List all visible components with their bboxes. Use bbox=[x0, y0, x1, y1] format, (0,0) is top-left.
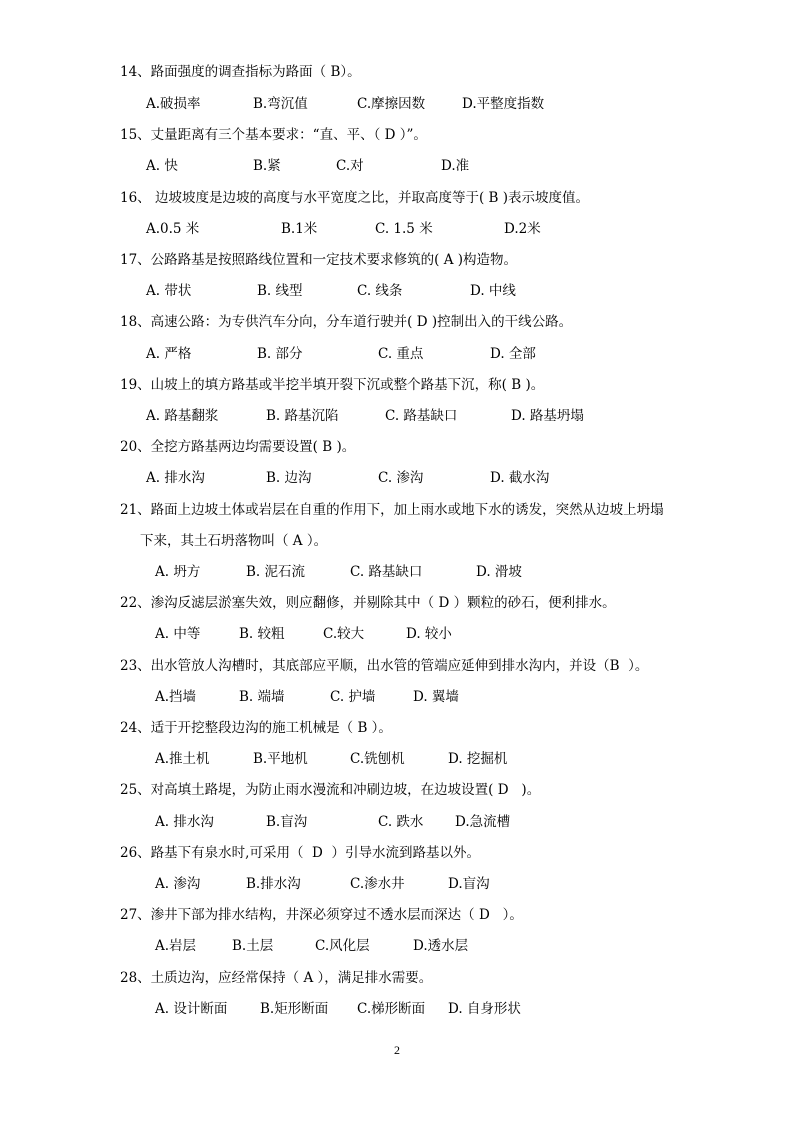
question-28-option-b: B.矩形断面 bbox=[260, 1001, 329, 1017]
question-21-option-d: D. 滑坡 bbox=[476, 564, 522, 580]
question-23-option-c: C. 护墙 bbox=[330, 689, 376, 705]
question-23-option-d: D. 翼墙 bbox=[413, 689, 459, 705]
question-19-option-d: D. 路基坍塌 bbox=[511, 408, 584, 424]
question-26-option-d: D.盲沟 bbox=[448, 876, 490, 892]
question-19-option-c: C. 路基缺口 bbox=[385, 408, 458, 424]
question-26-option-b: B.排水沟 bbox=[246, 876, 301, 892]
page-number: 2 bbox=[394, 1043, 400, 1057]
question-16-option-d: D.2米 bbox=[504, 221, 541, 237]
question-24-option-a: A.推土机 bbox=[155, 751, 210, 767]
question-15-option-a: A. 快 bbox=[146, 158, 178, 174]
question-23-option-a: A.挡墙 bbox=[155, 689, 197, 705]
question-14-option-c: C.摩擦因数 bbox=[357, 96, 426, 112]
question-15-option-b: B.紧 bbox=[253, 158, 281, 174]
question-28-stem: 28、土质边沟，应经常保持（ A ），满足排水需要。 bbox=[120, 970, 433, 986]
question-14-option-b: B.弯沉值 bbox=[253, 96, 308, 112]
question-25-option-a: A. 排水沟 bbox=[155, 814, 214, 830]
question-14-option-a: A.破损率 bbox=[146, 96, 201, 112]
question-23-stem: 23、出水管放人沟槽时，其底部应平顺，出水管的管端应延伸到排水沟内，并设（B ）。 bbox=[120, 658, 649, 674]
question-21-option-a: A. 坍方 bbox=[155, 564, 201, 580]
question-28-option-c: C.梯形断面 bbox=[357, 1001, 426, 1017]
question-17-option-b: B. 线型 bbox=[257, 283, 303, 299]
question-15-option-d: D.准 bbox=[441, 158, 470, 174]
question-16-option-c: C. 1.5 米 bbox=[375, 221, 433, 237]
question-18-stem: 18、高速公路：为专供汽车分向，分车道行驶并( D )控制出入的干线公路。 bbox=[120, 314, 573, 330]
question-15-option-c: C.对 bbox=[336, 158, 364, 174]
question-19-option-b: B. 路基沉陷 bbox=[266, 408, 339, 424]
question-18-option-d: D. 全部 bbox=[490, 346, 536, 362]
question-18-option-a: A. 严格 bbox=[146, 346, 192, 362]
question-24-stem: 24、适于开挖整段边沟的施工机械是（ B ）。 bbox=[120, 720, 392, 736]
question-23-option-b: B. 端墙 bbox=[239, 689, 285, 705]
question-26-stem: 26、路基下有泉水时,可采用（ D ）引导水流到路基以外。 bbox=[120, 845, 480, 861]
question-15-stem: 15、丈量距离有三个基本要求：“直、平、（ D ）”。 bbox=[120, 127, 427, 143]
question-27-option-b: B.土层 bbox=[232, 938, 274, 954]
question-27-option-a: A.岩层 bbox=[155, 938, 197, 954]
question-21-option-b: B. 泥石流 bbox=[246, 564, 306, 580]
question-19-stem: 19、山坡上的填方路基或半挖半填开裂下沉或整个路基下沉，称( B )。 bbox=[120, 377, 545, 393]
question-26-option-a: A. 渗沟 bbox=[155, 876, 201, 892]
question-14-option-d: D.平整度指数 bbox=[462, 96, 545, 112]
question-18-option-b: B. 部分 bbox=[257, 346, 303, 362]
question-14-stem: 14、路面强度的调查指标为路面（ B）。 bbox=[120, 64, 361, 80]
question-21-stem: 21、路面上边坡土体或岩层在自重的作用下，加上雨水或地下水的诱发，突然从边坡上坍塌 bbox=[120, 502, 664, 518]
question-21-option-c: C. 路基缺口 bbox=[350, 564, 423, 580]
question-27-stem: 27、渗井下部为排水结构，井深必须穿过不透水层而深达（ D ）。 bbox=[120, 907, 523, 923]
question-28-option-d: D. 自身形状 bbox=[448, 1001, 521, 1017]
question-25-option-c: C. 跌水 bbox=[378, 814, 424, 830]
question-24-option-d: D. 挖掘机 bbox=[448, 751, 508, 767]
question-17-stem: 17、公路路基是按照路线位置和一定技术要求修筑的( A )构造物。 bbox=[120, 252, 518, 268]
question-22-option-b: B. 较粗 bbox=[239, 626, 285, 642]
question-22-option-c: C.较大 bbox=[323, 626, 365, 642]
question-17-option-d: D. 中线 bbox=[470, 283, 516, 299]
question-20-option-d: D. 截水沟 bbox=[490, 470, 550, 486]
question-24-option-b: B.平地机 bbox=[253, 751, 308, 767]
question-21-stem-continued: 下来，其土石坍落物叫（ A ）。 bbox=[140, 533, 328, 549]
question-16-stem: 16、 边坡坡度是边坡的高度与水平宽度之比，并取高度等于( B )表示坡度值。 bbox=[120, 190, 590, 206]
question-28-option-a: A. 设计断面 bbox=[155, 1001, 228, 1017]
question-20-stem: 20、全挖方路基两边均需要设置( B )。 bbox=[120, 439, 356, 455]
question-26-option-c: C.渗水井 bbox=[350, 876, 405, 892]
question-27-option-d: D.透水层 bbox=[413, 938, 469, 954]
question-27-option-c: C.风化层 bbox=[315, 938, 370, 954]
question-17-option-a: A. 带状 bbox=[146, 283, 192, 299]
question-25-stem: 25、对高填土路堤，为防止雨水漫流和冲刷边坡，在边坡设置( D )。 bbox=[120, 782, 541, 798]
question-17-option-c: C. 线条 bbox=[357, 283, 403, 299]
question-24-option-c: C.铣刨机 bbox=[350, 751, 405, 767]
question-25-option-d: D.急流槽 bbox=[455, 814, 511, 830]
question-25-option-b: B.盲沟 bbox=[266, 814, 308, 830]
question-20-option-a: A. 排水沟 bbox=[146, 470, 205, 486]
question-22-option-a: A. 中等 bbox=[155, 626, 201, 642]
question-18-option-c: C. 重点 bbox=[378, 346, 424, 362]
question-22-stem: 22、渗沟反滤层淤塞失效，则应翻修，并剔除其中（ D ）颗粒的砂石，便利排水。 bbox=[120, 595, 616, 611]
question-16-option-a: A.0.5 米 bbox=[146, 221, 200, 237]
question-20-option-b: B. 边沟 bbox=[266, 470, 312, 486]
question-22-option-d: D. 较小 bbox=[406, 626, 452, 642]
question-20-option-c: C. 渗沟 bbox=[378, 470, 424, 486]
question-16-option-b: B.1米 bbox=[281, 221, 318, 237]
question-19-option-a: A. 路基翻浆 bbox=[146, 408, 219, 424]
